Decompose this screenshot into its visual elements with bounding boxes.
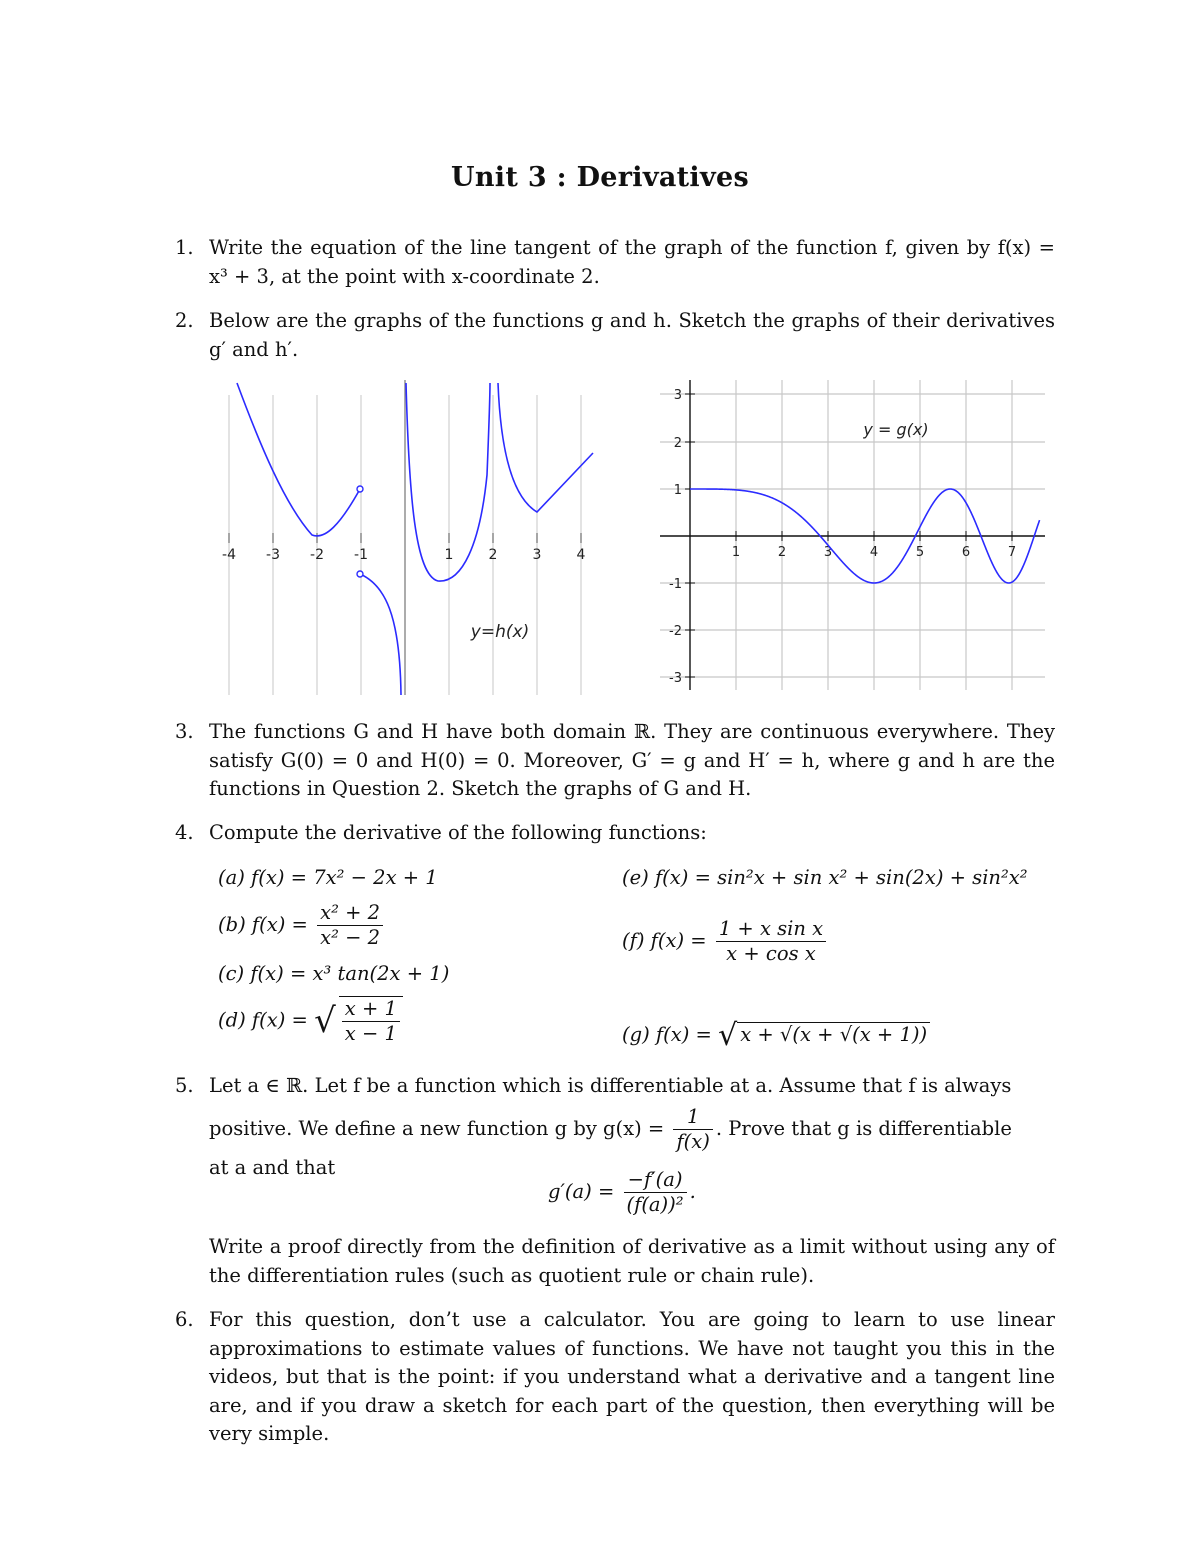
x-tick-label: 2 (777, 545, 787, 560)
y-tick-label: -1 (669, 577, 682, 592)
graph-h (200, 375, 620, 700)
question-5-continued (175, 1233, 1055, 1290)
denominator: x − 1 (342, 1021, 400, 1046)
question-number: 2. (175, 309, 194, 332)
question-text: Write the equation of the line tangent of the graph of the function f, given by f(x) = x³ + 3, at the point with x-coordinate 2. (209, 236, 1055, 288)
question-text: Below are the graphs of the functions g and h. Sketch the graphs of their derivatives g′ and h′. (209, 309, 1055, 361)
part-g (622, 1018, 930, 1053)
fraction (339, 996, 403, 1046)
denominator: f(x) (673, 1129, 712, 1154)
x-tick-label: 7 (1007, 545, 1017, 560)
x-tick-label: 2 (488, 547, 498, 563)
part-a: (a) f(x) = 7x² − 2x + 1 (218, 866, 438, 889)
question-number: 5. (175, 1074, 194, 1097)
question-3 (175, 718, 1055, 804)
question-number: 6. (175, 1308, 194, 1331)
x-tick-label: -1 (354, 547, 368, 563)
x-tick-label: -3 (266, 547, 280, 563)
fraction (673, 1105, 712, 1154)
text: . Prove that g is differentiable (715, 1116, 1012, 1140)
line (209, 1105, 1055, 1154)
question-4 (175, 819, 1055, 848)
graph-label: y = g(x) (863, 420, 929, 439)
question-text: The functions G and H have both domain ℝ. They are continuous everywhere. They satisfy G(0) = 0 and H(0) = 0. Moreover, G′ = g and H′ = h, where g and h are the functions in Question 2. Sketch the graphs of G and H. (209, 720, 1055, 800)
denominator: (f(a))² (624, 1192, 687, 1217)
part-f (622, 917, 829, 966)
denominator: x + cos x (716, 941, 826, 966)
x-tick-label: 1 (731, 545, 741, 560)
question-6 (175, 1306, 1055, 1449)
fraction (716, 917, 826, 966)
question-2 (175, 307, 1055, 364)
y-tick-label: 2 (673, 436, 682, 451)
fraction (317, 901, 383, 950)
text: positive. We define a new function g by g(x) = (209, 1116, 665, 1140)
question-text: Compute the derivative of the following functions: (209, 821, 707, 844)
x-tick-label: 3 (823, 545, 833, 560)
part-label: (b) f(x) = (218, 913, 308, 936)
line: Let a ∈ ℝ. Let f be a function which is differentiable at a. Assume that f is always (209, 1074, 1012, 1097)
h-curve (237, 383, 593, 695)
question-number: 3. (175, 720, 194, 743)
graph-label: y=h(x) (470, 622, 530, 642)
sqrt-sign: √ (314, 1001, 336, 1041)
question-number: 4. (175, 821, 194, 844)
question-number: 1. (175, 236, 194, 259)
y-tick-label: 3 (673, 388, 682, 403)
graph-g (660, 380, 1050, 695)
formula-lhs: g′(a) = (548, 1180, 615, 1203)
page-title: Unit 3 : Derivatives (451, 162, 749, 193)
x-tick-label: 6 (961, 545, 971, 560)
part-b (218, 901, 386, 950)
line: at a and that (209, 1155, 336, 1179)
part-label: (d) f(x) = (218, 1008, 308, 1032)
x-tick-label: -4 (222, 547, 236, 563)
fraction (624, 1168, 687, 1217)
part-label: (f) f(x) = (622, 929, 707, 952)
x-tick-label: 3 (532, 547, 542, 563)
x-tick-label: -2 (310, 547, 324, 563)
y-tick-label: -2 (669, 624, 682, 639)
question-text: For this question, don’t use a calculator. You are going to learn to use linear approximations to estimate values of functions. We have not taught you this in the videos, but that is the point: if you understand what a derivative and a tangent line are, and if you draw a sketch for each part of the question, then everything will be very simple. (209, 1308, 1055, 1445)
x-tick-label: 4 (869, 545, 879, 560)
y-tick-label: 1 (673, 483, 682, 498)
x-tick-label: 4 (576, 547, 586, 563)
gridlines (660, 380, 1045, 690)
x-tick-label: 1 (444, 547, 454, 563)
formula: g′(a) = $\frac{-f'(a)}{\text{(f(a))²}}$ . (548, 1168, 696, 1216)
numerator: −f′(a) (627, 1168, 683, 1191)
y-tick-label: -3 (669, 671, 682, 686)
denominator: x² − 2 (317, 925, 383, 950)
question-5 (175, 1072, 1055, 1182)
numerator: x + 1 (344, 997, 397, 1020)
part-d (218, 996, 406, 1046)
question-text (209, 1072, 1055, 1182)
numerator: x² + 2 (320, 901, 381, 924)
numerator: 1 (686, 1104, 700, 1128)
numerator: 1 + x sin x (718, 917, 824, 940)
part-label: (g) f(x) = (622, 1023, 712, 1046)
sqrt-sign: √ (718, 1018, 738, 1053)
open-endpoint (357, 486, 363, 492)
question-1 (175, 234, 1055, 291)
radicand: x + √(x + √(x + 1)) (737, 1022, 930, 1046)
question-text: Write a proof directly from the definition of derivative as a limit without using any of the differentiation rules (such as quotient rule or chain rule). (209, 1235, 1055, 1287)
part-e: (e) f(x) = sin²x + sin x² + sin(2x) + sin²x² (622, 866, 1028, 889)
part-c: (c) f(x) = x³ tan(2x + 1) (218, 962, 450, 985)
x-tick-label: 5 (915, 545, 925, 560)
closed-endpoint (357, 571, 363, 577)
